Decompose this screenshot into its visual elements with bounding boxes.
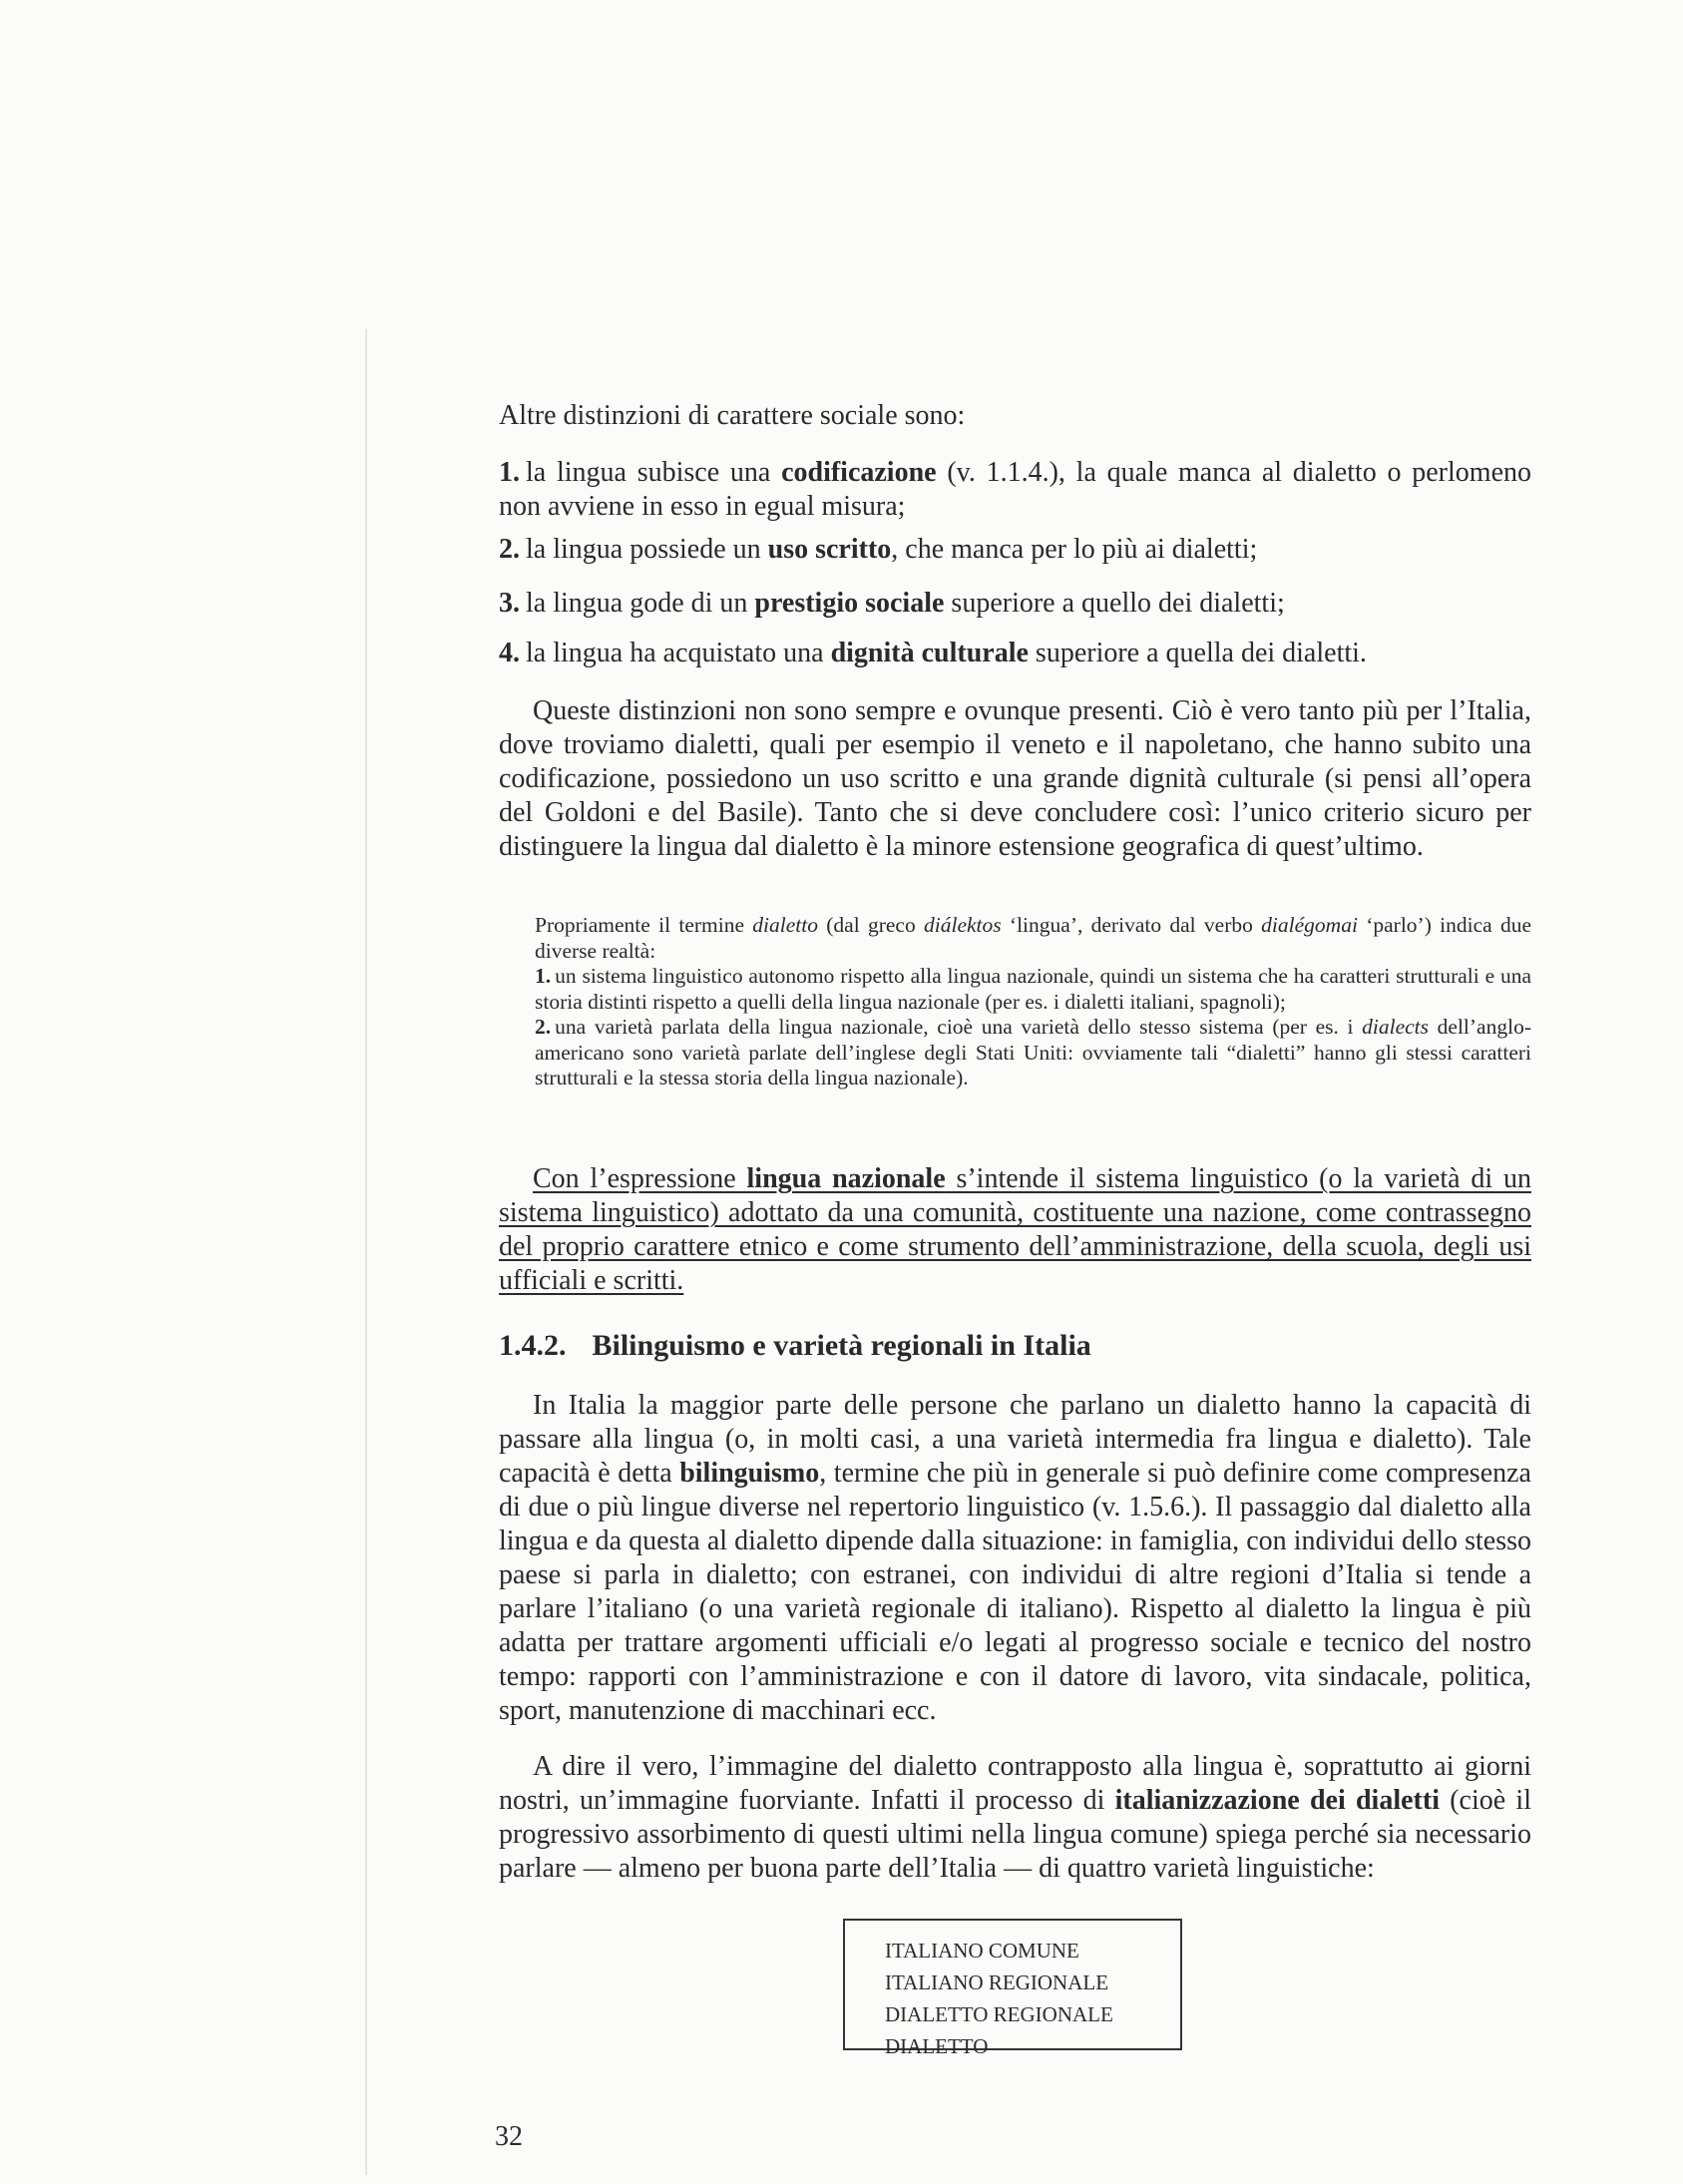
section-title: Bilinguismo e varietà regionali in Italia — [592, 1329, 1091, 1362]
paragraph-italianizzazione: A dire il vero, l’immagine del dialetto contrapposto alla lingua è, soprattutto ai giorni nostri, un’immagine fuorviante. Infatti il processo di italianizzazione dei dialetti (cioè il progressivo assorbimento di questi ultimi nella lingua comune) spiega perché sia necessario parlare — almeno per buona parte dell’Italia — di quattro varietà linguistiche: — [499, 1751, 1531, 1884]
page-number: 32 — [495, 2121, 523, 2152]
key-term: codificazione — [781, 457, 937, 488]
key-term: uso scritto — [767, 534, 892, 565]
page-binding-shadow — [365, 329, 367, 2175]
paragraph-distinctions: Queste distinzioni non sono sempre e ovunque presenti. Ciò è vero tanto più per l’Italia, dove troviamo dialetti, quali per esempio il veneto e il napoletano, che hanno subito una codificazione, possiedono un uso scritto e una grande dignità culturale (si pensi all’opera del Goldoni e del Basile). Tanto che si deve concludere così: l’unico criterio sicuro per distinguere la lingua dal dialetto è la minore estensione geografica di quest’ultimo. — [499, 695, 1531, 862]
paragraph-bilinguismo: In Italia la maggior parte delle persone che parlano un dialetto hanno la capacità di passare alla lingua (o, in molti casi, a una varietà intermedia fra lingua e dialetto). Tale capacità è detta bilinguismo, termine che più in generale si può definire come compresenza di due o più lingue diverse nel repertorio linguistico (v. 1.5.6.). Il passaggio dal dialetto alla lingua e da questa al dialetto dipende dalla situazione: in famiglia, con individui dello stesso paese si parla in dialetto; con estranei, con individui di altre regioni d’Italia si tende a parlare l’italiano (o una varietà regionale di italiano). Rispetto al dialetto la lingua è più adatta per trattare argomenti ufficiali e/o legati al progresso sociale e tecnico del nostro tempo: rapporti con l’amministrazione e con il datore di lavoro, vita sindacale, politica, sport, manutenzione di macchinari ecc. — [499, 1390, 1531, 1726]
intro-line: Altre distinzioni di carattere sociale sono: — [499, 400, 966, 431]
list-item-4: 4. la lingua ha acquistato una dignità culturale superiore a quella dei dialetti. — [499, 638, 1367, 668]
list-item-2: 2. la lingua possiede un uso scritto, che manca per lo più ai dialetti; — [499, 534, 1258, 565]
section-heading — [499, 1328, 1531, 1364]
note-intro: Propriamente il termine dialetto (dal greco diálektos ‘lingua’, derivato dal verbo dialégomai ‘parlo’) indica due diverse realtà: — [535, 913, 1532, 963]
key-term: prestigio sociale — [754, 588, 945, 619]
variety-item: ITALIANO COMUNE — [885, 1939, 1079, 1963]
note-dialetto — [499, 913, 1531, 1092]
key-term: bilinguismo — [679, 1458, 820, 1489]
list-number: 4. — [499, 638, 520, 668]
note-item-1: 1. un sistema linguistico autonomo rispetto alla lingua nazionale, quindi un sistema che ha caratteri strutturali e una storia distinti rispetto a quelli della lingua nazionale (per es. i dialetti italiani, spagnoli); — [535, 964, 1531, 1014]
variety-item: ITALIANO REGIONALE — [885, 1970, 1109, 1994]
note-item-2: 2. una varietà parlata della lingua nazionale, cioè una varietà dello stesso sistema (per es. i dialects dell’anglo-americano sono varietà parlate dell’inglese degli Stati Uniti: ovviamente tali “dialetti” hanno gli stessi caratteri strutturali e la stessa storia della lingua nazionale). — [535, 1015, 1531, 1090]
variety-item: DIALETTO REGIONALE — [885, 2002, 1113, 2026]
key-term: lingua nazionale — [746, 1163, 946, 1194]
list-item-3: 3. la lingua gode di un prestigio sociale superiore a quello dei dialetti; — [499, 588, 1285, 619]
key-term: italianizzazione dei dialetti — [1114, 1785, 1440, 1816]
key-term: dignità culturale — [830, 638, 1029, 668]
list-item-1: 1. la lingua subisce una codificazione (v. 1.1.4.), la quale manca al dialetto o perlomeno non avviene in esso in egual misura; — [499, 457, 1531, 522]
list-number: 2. — [499, 534, 520, 565]
list-number: 1. — [499, 457, 520, 488]
list-number: 3. — [499, 588, 520, 619]
definition-lingua-nazionale: Con l’espressione lingua nazionale s’intende il sistema linguistico (o la varietà di un sistema linguistico) adottato da una comunità, costituente una nazione, come contrassegno del proprio carattere etnico e come strumento dell’amministrazione, della scuola, degli usi ufficiali e scritti. — [499, 1163, 1531, 1296]
varieties-box — [843, 1919, 1182, 2058]
section-number: 1.4.2. — [499, 1329, 567, 1362]
variety-item: DIALETTO — [885, 2034, 989, 2058]
